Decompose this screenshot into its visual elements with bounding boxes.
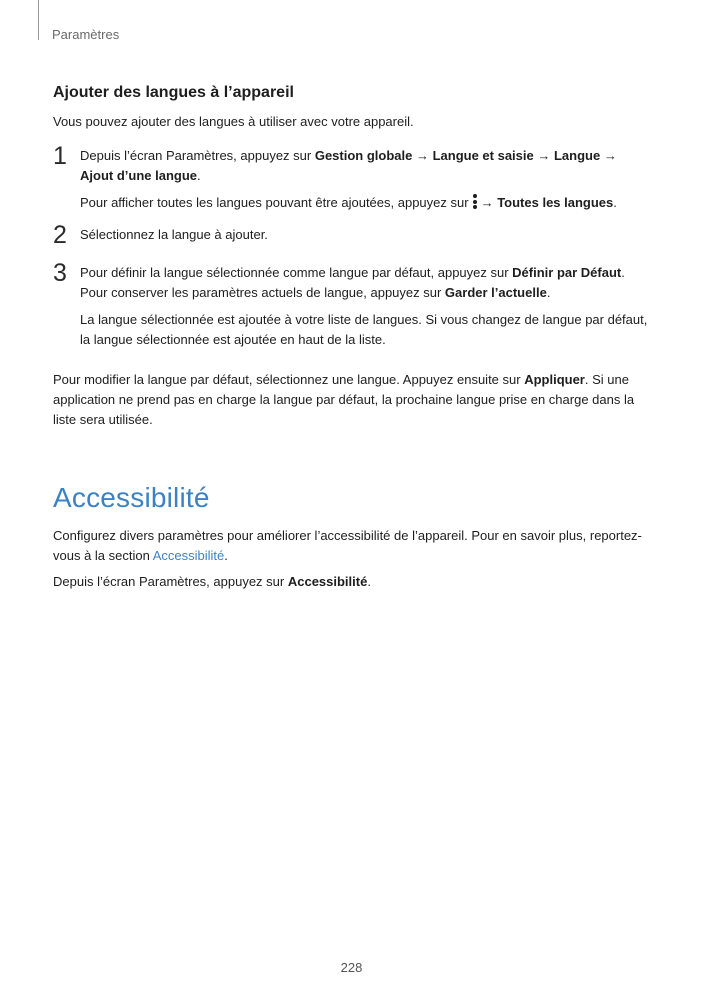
step-3 xyxy=(53,259,653,350)
step-number: 1 xyxy=(53,142,67,170)
step-2-text: Sélectionnez la langue à ajouter. xyxy=(80,227,268,242)
intro-text: Vous pouvez ajouter des langues à utiliser avec votre appareil. xyxy=(53,114,414,129)
accessibility-link[interactable]: Accessibilité xyxy=(152,548,225,563)
default-language-paragraph: Pour modifier la langue par défaut, sélectionnez une langue. Appuyez ensuite sur Appliquer. Si une application ne prend pas en charge la langue par défaut, la prochaine langue prise en charge dans la liste sera utilisée. xyxy=(53,372,635,427)
page-content xyxy=(53,84,653,592)
header-rule xyxy=(38,0,39,40)
step-1-note: Pour afficher toutes les langues pouvant être ajoutées, appuyez sur → Toutes les langues. xyxy=(80,195,617,210)
section-heading: Accessibilité xyxy=(53,482,210,513)
step-3-note: La langue sélectionnée est ajoutée à votre liste de langues. Si vous changez de langue par défaut, la langue sélectionnée est ajoutée en haut de la liste. xyxy=(80,312,648,347)
step-number: 2 xyxy=(53,221,67,249)
running-header: Paramètres xyxy=(52,27,120,42)
step-1-text: Depuis l’écran Paramètres, appuyez sur Gestion globale → Langue et saisie → Langue → Ajout d’une langue. xyxy=(80,148,617,183)
step-3-text: Pour définir la langue sélectionnée comme langue par défaut, appuyez sur Définir par Défaut. Pour conserver les paramètres actuels de langue, appuyez sur Garder l’actuelle. xyxy=(80,265,625,300)
step-1 xyxy=(53,142,653,213)
step-2 xyxy=(53,221,653,249)
accessibility-intro: Configurez divers paramètres pour améliorer l’accessibilité de l’appareil. Pour en savoir plus, reportez-vous à la section Accessibilité. xyxy=(53,528,642,563)
page-number: 228 xyxy=(340,960,363,975)
step-number: 3 xyxy=(53,259,67,287)
subsection-heading: Ajouter des langues à l’appareil xyxy=(53,84,294,101)
accessibility-instruction: Depuis l’écran Paramètres, appuyez sur Accessibilité. xyxy=(53,574,371,589)
more-options-icon xyxy=(472,194,478,211)
